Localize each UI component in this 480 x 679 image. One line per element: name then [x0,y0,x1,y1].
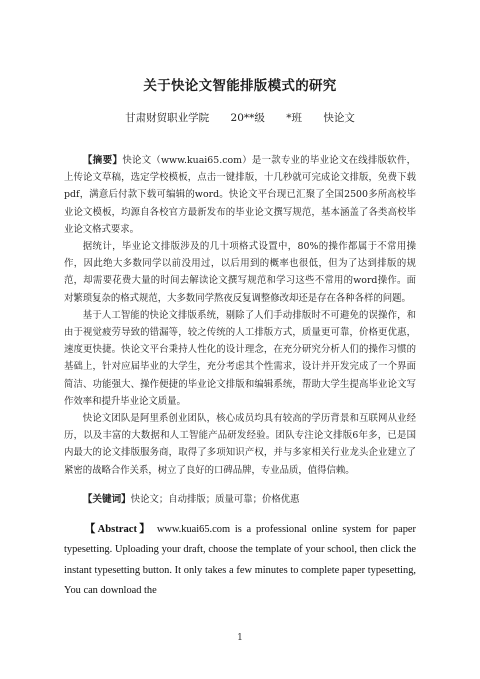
english-abstract-paragraph [64,520,416,602]
body-paragraph-3: 快论文团队是阿里系创业团队，核心成员均具有较高的学历背景和互联网从业经历，以及丰富的大数据和人工智能产品研发经验。团队专注论文排版6年多，已是国内最大的论文排版服务商，取得了多项知识产权，并与多家相关行业龙头企业建立了紧密的战略合作关系，树立了良好的口碑品牌，专业品质，值得信赖。 [64,413,416,476]
abstract-paragraph [64,152,416,238]
keywords-text: 快论文；自动排版；质量可靠；价格优惠 [130,493,300,505]
body-paragraph-1: 据统计，毕业论文排版涉及的几十项格式设置中，80%的操作都属于不常用操作，因此绝大多数同学以前没用过，以后用到的概率也很低，但为了达到排版的规范，却需要花费大量的时间去解读论文撰写规范和学习这些不常用的word操作。面对繁琐复杂的格式规范，大多数同学熬夜反复调整修改却还是存在各种各样的问题。 [64,241,416,304]
author-line [0,110,480,125]
author-name: 快论文 [323,112,355,124]
page-number: 1 [237,633,243,643]
body-paragraph-2: 基于人工智能的快论文排版系统，剔除了人们手动排版时不可避免的误操作，和由于视觉疲劳导致的错漏等，较之传统的人工排版方式，质量更可靠，价格更优惠，速度更快捷。快论文平台秉持人性化的设计理念，在充分研究分析人们的操作习惯的基础上，针对应届毕业的大学生，充分考虑其个性需求，设计并开发完成了一个界面简洁、功能强大、操作便捷的毕业论文排版和编辑系统，帮助大学生提高毕业论文写作效率和提升毕业论文质量。 [64,309,416,407]
keywords-label: 【关键词】 [82,493,131,505]
abstract-text: 快论文（www.kuai65.com）是一款专业的毕业论文在线排版软件，上传论文草稿，选定学校模板，点击一键排版，十几秒就可完成论文排版，免费下载pdf，满意后付款下载可编辑的word。快论文平台现已汇聚了全国2500多所高校毕业论文模板，均源自各校官方最新发布的毕业论文撰写规范，基本涵盖了各类高校毕业论文格式要求。 [64,155,417,235]
author-school: 甘肃财贸职业学院 [125,112,210,124]
abstract-label: 【摘要】 [82,155,123,166]
author-grade: 20**级 [230,112,265,124]
paper-body [64,152,416,612]
author-class: *班 [286,112,302,124]
paper-title: 关于快论文智能排版模式的研究 [143,78,337,94]
english-abstract-label: 【Abstract】 [84,523,153,535]
keywords-paragraph [64,491,416,508]
english-abstract-text: www.kuai65.com is a professional online system for paper typesetting. Uploading your draft, choose the template of your school, then click the instant typesetting button. It only takes a few minutes to complete paper typesetting, You can download the [64,523,416,597]
